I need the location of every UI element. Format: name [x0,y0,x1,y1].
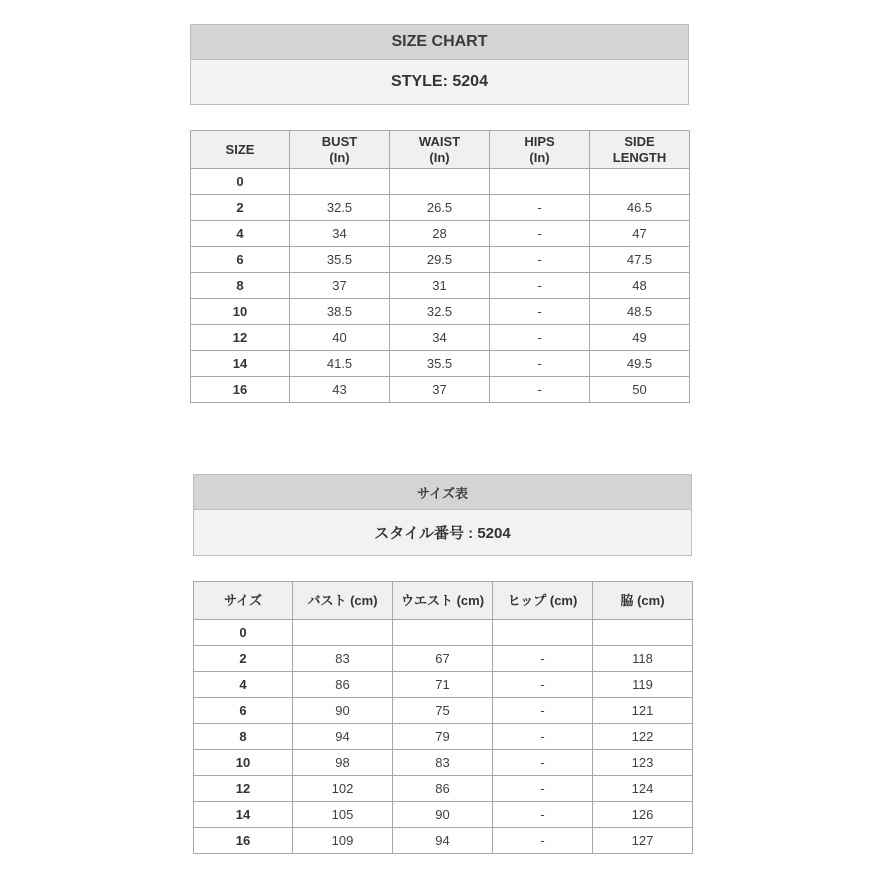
measurement-cell: 37 [290,273,390,299]
column-header-bust: BUST (In) [290,131,390,169]
measurement-cell: 124 [593,776,693,802]
table-row [191,169,690,195]
measurement-cell: 79 [393,724,493,750]
table-row [194,698,693,724]
table-row [191,377,690,403]
size-cell: 8 [191,273,290,299]
table-row [194,828,693,854]
size-cell: 10 [191,299,290,325]
measurement-cell: 94 [293,724,393,750]
measurement-cell: - [493,828,593,854]
measurement-cell: 122 [593,724,693,750]
measurement-cell: 49 [590,325,690,351]
table-row [194,724,693,750]
size-cell: 8 [194,724,293,750]
measurement-cell: - [493,646,593,672]
style-number-ja: スタイル番号 : 5204 [374,524,511,542]
measurement-cell: - [493,672,593,698]
size-cell: 2 [191,195,290,221]
size-cell: 14 [194,802,293,828]
measurement-cell [590,169,690,195]
measurement-cell: 109 [293,828,393,854]
measurement-cell: 105 [293,802,393,828]
size-cell: 6 [191,247,290,273]
table-row [191,195,690,221]
measurement-cell: 41.5 [290,351,390,377]
measurement-cell: 71 [393,672,493,698]
measurement-cell [493,620,593,646]
measurement-cell: 46.5 [590,195,690,221]
measurement-cell: 35.5 [390,351,490,377]
measurement-cell: - [493,724,593,750]
measurement-cell [393,620,493,646]
size-chart-header-en [190,24,689,105]
measurement-cell: - [490,325,590,351]
measurement-cell: 28 [390,221,490,247]
table-row [194,802,693,828]
size-table-inches [190,130,690,403]
size-cell: 0 [191,169,290,195]
size-cell: 4 [191,221,290,247]
measurement-cell: 37 [390,377,490,403]
measurement-cell: 121 [593,698,693,724]
measurement-cell: 47 [590,221,690,247]
size-cell: 16 [191,377,290,403]
column-header-waist: WAIST (In) [390,131,490,169]
size-chart-title: SIZE CHART [191,25,688,60]
size-table-cm [193,581,693,854]
column-header-hips-ja: ヒップ (cm) [493,582,593,620]
measurement-cell: 123 [593,750,693,776]
size-cell: 0 [194,620,293,646]
measurement-cell: - [490,195,590,221]
size-cell: 10 [194,750,293,776]
measurement-cell: - [493,776,593,802]
measurement-cell: 94 [393,828,493,854]
measurement-cell: 38.5 [290,299,390,325]
measurement-cell: 102 [293,776,393,802]
measurement-cell: 86 [393,776,493,802]
measurement-cell: 40 [290,325,390,351]
measurement-cell: - [490,247,590,273]
measurement-cell: 90 [293,698,393,724]
size-cell: 14 [191,351,290,377]
measurement-cell [293,620,393,646]
measurement-cell: 26.5 [390,195,490,221]
measurement-cell: 90 [393,802,493,828]
column-header-bust-ja: バスト (cm) [293,582,393,620]
measurement-cell: 83 [393,750,493,776]
measurement-cell: 119 [593,672,693,698]
measurement-cell: 32.5 [290,195,390,221]
measurement-cell: 34 [390,325,490,351]
measurement-cell [593,620,693,646]
measurement-cell: 47.5 [590,247,690,273]
column-header-waist-ja: ウエスト (cm) [393,582,493,620]
column-header-size: SIZE [191,131,290,169]
measurement-cell: 32.5 [390,299,490,325]
table-row [194,620,693,646]
size-chart-header-ja [193,474,692,556]
table-row [191,221,690,247]
measurement-cell: 43 [290,377,390,403]
measurement-cell: 29.5 [390,247,490,273]
measurement-cell: 49.5 [590,351,690,377]
measurement-cell: 83 [293,646,393,672]
measurement-cell: 67 [393,646,493,672]
measurement-cell: 50 [590,377,690,403]
measurement-cell [390,169,490,195]
measurement-cell: 34 [290,221,390,247]
measurement-cell: 126 [593,802,693,828]
table-row [191,325,690,351]
measurement-cell: 35.5 [290,247,390,273]
column-header-hips: HIPS (In) [490,131,590,169]
size-chart-title-ja: サイズ表 [194,475,691,510]
column-header-side-length: SIDE LENGTH [590,131,690,169]
style-number: STYLE: 5204 [391,73,488,90]
measurement-cell: - [490,377,590,403]
measurement-cell: - [493,698,593,724]
size-cell: 16 [194,828,293,854]
measurement-cell: 48.5 [590,299,690,325]
measurement-cell: - [490,221,590,247]
measurement-cell: 86 [293,672,393,698]
table-row [191,247,690,273]
table-row [194,646,693,672]
measurement-cell: - [490,351,590,377]
measurement-cell: 98 [293,750,393,776]
measurement-cell [490,169,590,195]
measurement-cell [290,169,390,195]
column-header-side-ja: 脇 (cm) [593,582,693,620]
measurement-cell: 127 [593,828,693,854]
measurement-cell: 118 [593,646,693,672]
table-row [194,672,693,698]
measurement-cell: - [490,273,590,299]
size-cell: 12 [191,325,290,351]
measurement-cell: - [493,750,593,776]
table-row [194,750,693,776]
size-cell: 4 [194,672,293,698]
measurement-cell: 75 [393,698,493,724]
table-row [191,351,690,377]
size-cell: 12 [194,776,293,802]
table-row [191,299,690,325]
table-row [191,273,690,299]
measurement-cell: 31 [390,273,490,299]
table-row [194,776,693,802]
measurement-cell: 48 [590,273,690,299]
measurement-cell: - [490,299,590,325]
measurement-cell: - [493,802,593,828]
column-header-size-ja: サイズ [194,582,293,620]
size-cell: 2 [194,646,293,672]
size-cell: 6 [194,698,293,724]
